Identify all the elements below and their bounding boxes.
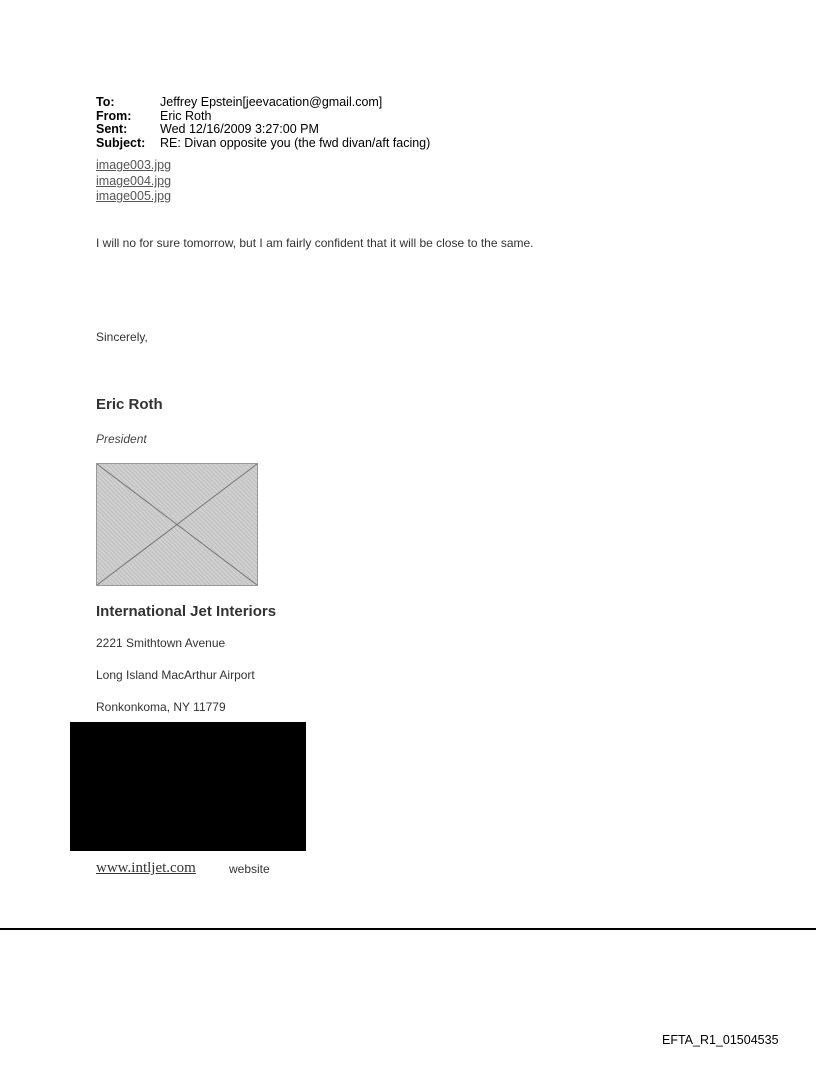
header-sent-row bbox=[96, 123, 430, 137]
document-id: EFTA_R1_01504535 bbox=[662, 1033, 779, 1047]
redaction-block bbox=[70, 722, 306, 851]
email-header bbox=[96, 96, 430, 150]
to-label: To: bbox=[96, 95, 115, 109]
divider-line bbox=[0, 928, 816, 930]
from-label: From: bbox=[96, 108, 132, 123]
signature-title: President bbox=[96, 432, 147, 446]
to-value: Jeffrey Epstein[jeevacation@gmail.com] bbox=[160, 95, 383, 109]
website-label: website bbox=[229, 862, 270, 876]
subject-label: Subject: bbox=[96, 135, 146, 150]
from-value: Eric Roth bbox=[160, 108, 212, 123]
sent-label: Sent: bbox=[96, 122, 128, 136]
broken-image-icon bbox=[96, 463, 258, 586]
address-line: 2221 Smithtown Avenue bbox=[96, 636, 226, 650]
attachment-link[interactable]: image003.jpg bbox=[96, 158, 172, 172]
company-name: International Jet Interiors bbox=[96, 603, 277, 620]
subject-value: RE: Divan opposite you (the fwd divan/aft facing) bbox=[160, 135, 431, 150]
signature-name: Eric Roth bbox=[96, 396, 163, 413]
header-to-row bbox=[96, 96, 430, 110]
closing-text: Sincerely, bbox=[96, 330, 148, 344]
attachment-link[interactable]: image004.jpg bbox=[96, 174, 172, 188]
address-line: Long Island MacArthur Airport bbox=[96, 668, 255, 682]
message-body: I will no for sure tomorrow, but I am fairly confident that it will be close to the same. bbox=[96, 236, 534, 250]
sent-value: Wed 12/16/2009 3:27:00 PM bbox=[160, 122, 319, 136]
address-line: Ronkonkoma, NY 11779 bbox=[96, 700, 226, 714]
website-link[interactable]: www.intljet.com bbox=[96, 860, 196, 876]
header-from-row bbox=[96, 110, 430, 124]
attachment-link[interactable]: image005.jpg bbox=[96, 189, 172, 203]
header-subject-row bbox=[96, 137, 430, 151]
